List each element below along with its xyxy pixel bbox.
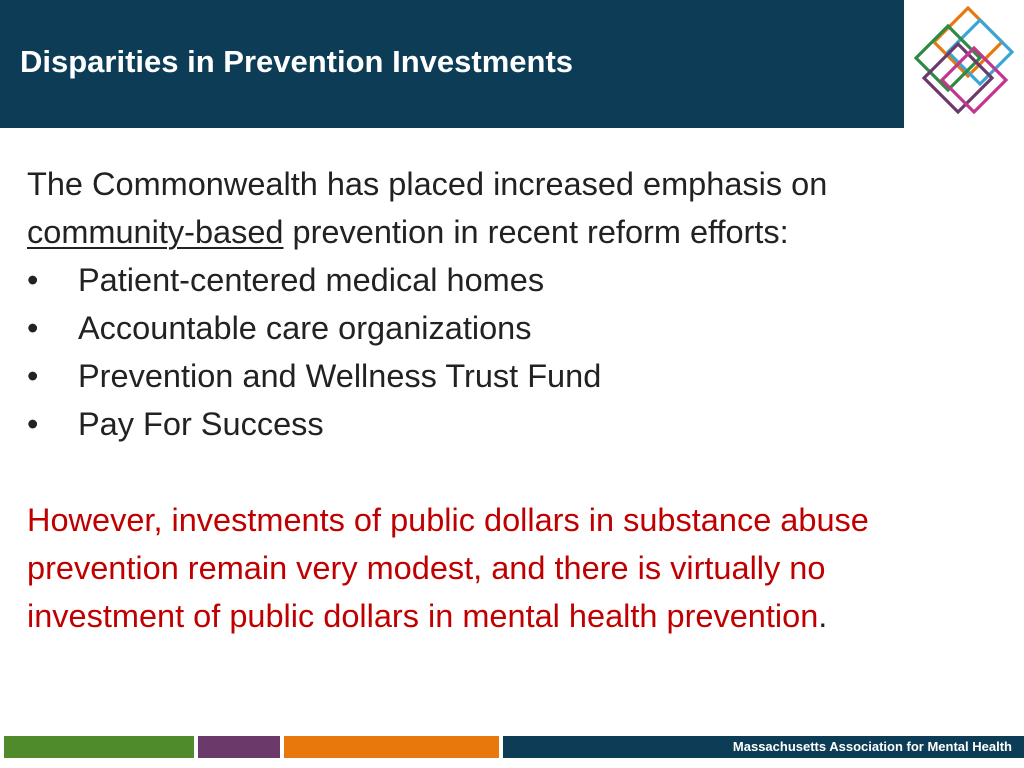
interlocking-diamonds-logo-icon [908, 4, 1020, 124]
warning-period: . [818, 598, 828, 634]
organization-logo [904, 0, 1024, 128]
intro-underlined-term: community-based [27, 214, 284, 250]
list-item [27, 256, 987, 304]
footer-bar-purple [198, 736, 280, 758]
list-item [27, 304, 987, 352]
footer-bar-green [4, 736, 194, 758]
initiatives-list [27, 256, 987, 448]
list-item-text: Patient-centered medical homes [78, 262, 545, 298]
warning-text: However, investments of public dollars in substance abuse prevention remain very modest, and there is virtually no investment of public dollars in mental health prevention [27, 502, 869, 634]
bullet-icon: • [27, 358, 39, 394]
slide-title: Disparities in Prevention Investments [20, 44, 574, 79]
list-item-text: Prevention and Wellness Trust Fund [78, 358, 602, 394]
slide-footer [0, 736, 1024, 758]
list-item-text: Accountable care organizations [78, 310, 532, 346]
intro-text-end: prevention in recent reform efforts: [283, 214, 789, 250]
warning-paragraph [27, 496, 987, 640]
slide-header [0, 0, 904, 128]
intro-text-start: The Commonwealth has placed increased emphasis on [27, 166, 828, 202]
footer-organization-name: Massachusetts Association for Mental Health [732, 739, 1012, 754]
slide-body [27, 160, 987, 640]
list-item-text: Pay For Success [78, 406, 324, 442]
bullet-icon: • [27, 406, 39, 442]
intro-paragraph [27, 160, 987, 256]
footer-bar-blue [503, 736, 1024, 758]
footer-bar-orange [284, 736, 499, 758]
list-item [27, 352, 987, 400]
list-item [27, 400, 987, 448]
bullet-icon: • [27, 310, 39, 346]
bullet-icon: • [27, 262, 39, 298]
